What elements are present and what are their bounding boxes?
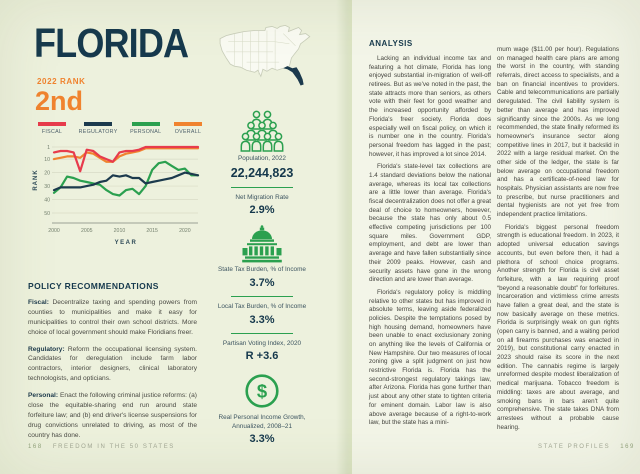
legend-item-fiscal — [38, 122, 66, 135]
legend-item-personal — [130, 122, 161, 135]
local-tax-value: 3.3% — [249, 313, 275, 326]
svg-text:40: 40 — [44, 197, 50, 204]
rank-value: 2nd — [35, 86, 84, 116]
legend-swatch-overall — [174, 122, 202, 126]
population-people-icon — [235, 110, 289, 152]
page-footer-left — [28, 444, 175, 450]
policy-personal-lead: Personal: — [28, 392, 59, 400]
analysis-paragraph: Florida's regulatory policy is middling relative to other states but has improved in absolute terms, leaving aside federalized policies. Despite the temptations posed by high housing demand, homeowners have been unable to enact exclusionary zoning on anything like the levels of California or New Hampshire. Our two measures of local zoning give a split judgment on just how restrictive Florida is. Florida has the second-strongest regulatory takings law, after Arizona. Florida has gone further than just about any other state to tighten criteria for eminent domain. Labor law is also above average because of a right-to-work law, but the state has a mini- — [369, 288, 491, 427]
legend-swatch-personal — [132, 122, 160, 126]
right-footer-text: STATE PROFILES — [538, 444, 611, 450]
svg-text:$: $ — [256, 380, 268, 402]
analysis-column-1 — [369, 55, 491, 432]
svg-text:2015: 2015 — [146, 228, 158, 234]
svg-text:2010: 2010 — [113, 228, 126, 234]
chart-legend — [38, 122, 202, 135]
us-map-icon — [216, 22, 322, 92]
rank-chart — [30, 139, 202, 253]
policy-fiscal-lead: Fiscal: — [28, 299, 49, 306]
legend-label-regulatory: REGULATORY — [78, 128, 118, 135]
stats-column — [203, 110, 321, 445]
legend-label-personal: PERSONAL — [130, 128, 162, 135]
policy-regulatory — [28, 345, 197, 385]
stat-divider — [231, 333, 293, 334]
policy-fiscal — [28, 298, 197, 338]
capitol-building-icon — [240, 225, 284, 263]
analysis-paragraph: Lacking an individual income tax and featuring a hot climate, Florida has long enjoyed substantial in-migration of well-off retirees. But as we've noted in the past, the state attracts more than seniors, as others vote with their feet for good weather and the increased opportunity afforded by Florida's freer society. Florida does especially well on fiscal policy, on which it is number one in the country. Florida's personal freedom has lagged in the past; however, it has improved a lot since 2014. — [369, 55, 491, 158]
pvi-value: R +3.6 — [245, 350, 279, 363]
svg-text:2000: 2000 — [48, 228, 60, 234]
svg-text:RANK: RANK — [33, 169, 39, 191]
policy-heading: POLICY RECOMMENDATIONS — [28, 281, 159, 291]
income-growth-value: 3.3% — [249, 433, 275, 446]
analysis-heading: ANALYSIS — [369, 39, 413, 48]
svg-text:10: 10 — [44, 157, 50, 164]
policy-personal — [28, 391, 197, 440]
stat-divider — [231, 187, 293, 188]
state-tax-value: 3.7% — [249, 276, 275, 289]
policy-recommendations — [28, 281, 197, 448]
population-value: 22,244,823 — [230, 165, 294, 180]
svg-text:YEAR: YEAR — [114, 240, 138, 246]
state-tax-label: State Tax Burden, % of Income — [218, 266, 306, 274]
policy-fiscal-text: Decentralize taxing and spending powers from counties to municipalities and make it easy for municipalities to control their own school districts. More choice of local government should make Floridians freer. — [28, 299, 197, 336]
population-label: Population, 2022 — [238, 155, 286, 162]
policy-personal-text: Enact the following criminal justice reforms: (a) close the equitable-sharing end run around state forfeiture law; and (b) end driver's license suspensions for drug convictions unrelated to driving, as most of the country has done. — [28, 392, 197, 439]
svg-text:50: 50 — [44, 210, 50, 217]
pvi-label: Partisan Voting Index, 2020 — [222, 339, 302, 347]
page-footer-right — [538, 444, 635, 450]
local-tax-label: Local Tax Burden, % of Income — [217, 302, 307, 310]
legend-swatch-fiscal — [38, 122, 66, 126]
analysis-paragraph: Florida's state-level tax collections are 1.4 standard deviations below the national average, whereas its local tax collections are a little lower than average. Florida's fiscal decentralization does not offer a great deal of choice to homeowners, however, because the state has only about 0.5 effective competing jurisdictions per 100 square miles. Government GDP, employment, and debt are lower than average and have fallen substantially since their 2009 peaks. However, cash and security assets have gone in the wrong direction and are lower than average. — [369, 163, 491, 284]
policy-regulatory-lead: Regulatory: — [28, 345, 65, 353]
analysis-paragraph: mum wage ($11.00 per hour). Regulations on managed health care plans are among the worst in the country, with standing referrals, direct access to specialists, and a ban on financial incentives to providers. Cable and telecommunications are partially deregulated. The civil liability system is better than average and has improved significantly since the 2000s. As we long recommended, the state finally reformed its homeowner's insurance sector along competitive lines in 2017, but it backslid in 2022 with a large residual market. On the other side of the ledger, the state is far below average on occupational freedom and has a certificate-of-need law for hospitals. Physician assistants are now free to prescribe, but nurse practitioners and dental hygienists are not yet free from independent practice limitations. — [497, 46, 619, 219]
left-footer-text: FREEDOM IN THE 50 STATES — [52, 444, 175, 450]
legend-label-fiscal: FISCAL — [41, 128, 63, 135]
svg-text:1: 1 — [47, 144, 50, 151]
policy-regulatory-text: Reform the occupational licensing system. Candidates for deregulation include farm labor contractors, interior designers, clinical laboratory technologists, and opticians. — [28, 345, 197, 383]
florida-highlight — [283, 66, 303, 85]
income-growth-label: Real Personal Income Growth, Annualized, 2008–21 — [218, 414, 306, 430]
analysis-paragraph: Florida's biggest personal freedom strength is educational freedom. In 2023, it adopted universal education savings accounts, but even before then, it had a plethora of school choice programs. Another strength for Florida is civil asset forfeiture, with a law requiring proof “beyond a reasonable doubt” for forfeitures. Incarceration and victimless crime arrests have fallen a great deal, and the state is now basically average on these metrics. Florida is surprisingly weak on gun rights (open carry is banned, and a waiting period on all firearms purchases was enacted in 2019), but constitutional carry enacted in 2023 should raise its score in the next edition. The cannabis regime is largely unreformed despite modest liberalization of medical marijuana. Tobacco freedom is middling: taxes are about average, and smoking bans in bars aren't quite comprehensive. The state takes DNA from arrestees without a probable cause hearing. — [497, 223, 619, 431]
svg-text:30: 30 — [44, 183, 50, 190]
dollar-circle-icon — [242, 371, 282, 411]
net-migration-label: Net Migration Rate — [235, 193, 289, 201]
svg-text:20: 20 — [44, 170, 50, 177]
svg-text:2005: 2005 — [80, 228, 93, 234]
legend-item-regulatory — [79, 122, 118, 135]
legend-label-overall: OVERALL — [174, 128, 202, 135]
stat-divider — [231, 296, 293, 297]
left-page-number: 168 — [28, 444, 43, 450]
net-migration-value: 2.9% — [249, 204, 275, 217]
legend-swatch-regulatory — [84, 122, 112, 126]
right-page-number: 169 — [620, 444, 635, 450]
rank-year-label: 2022 RANK — [37, 77, 86, 86]
state-name-title: FLORIDA — [34, 20, 189, 66]
svg-text:2020: 2020 — [179, 228, 191, 234]
analysis-column-2 — [497, 46, 619, 436]
legend-item-overall — [174, 122, 202, 135]
